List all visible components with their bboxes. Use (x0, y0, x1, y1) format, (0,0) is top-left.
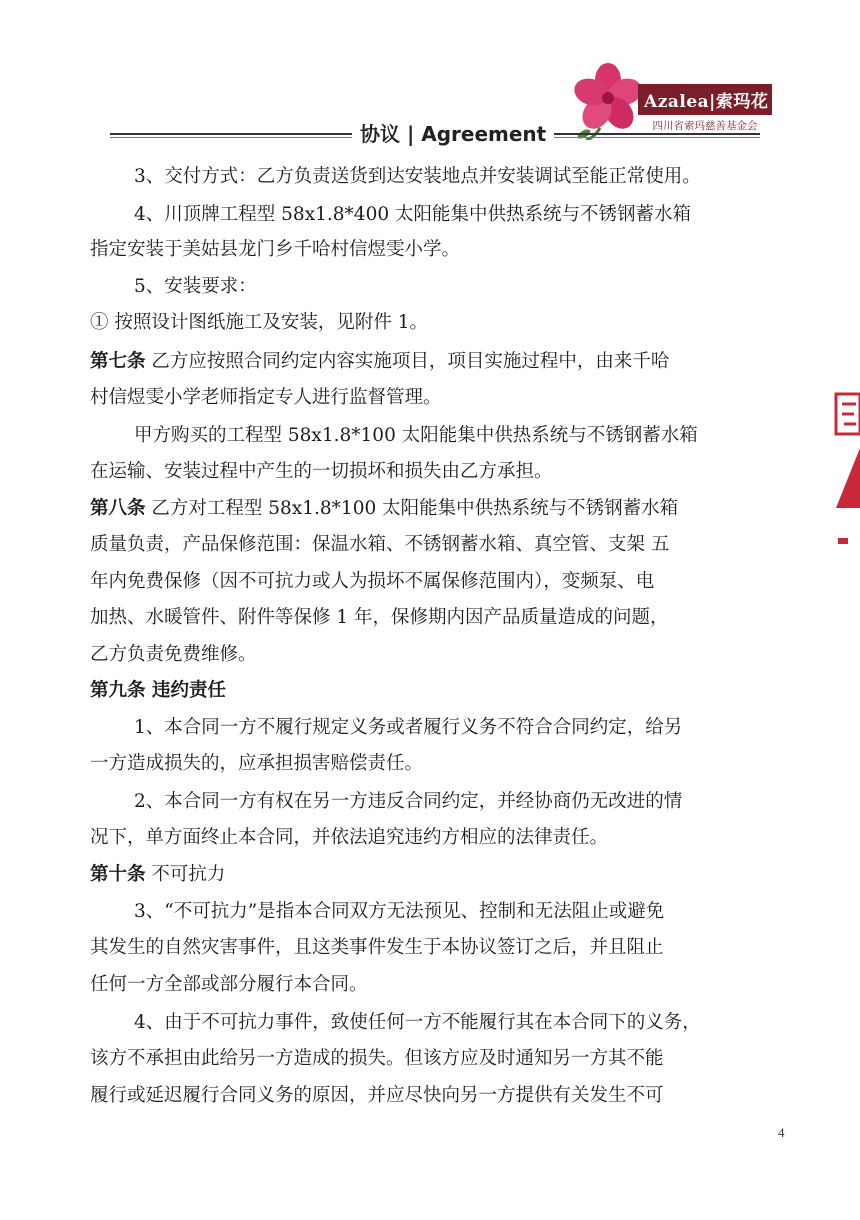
text-line: 4、由于不可抗力事件，致使任何一方不能履行其在本合同下的义务， (134, 1012, 701, 1033)
article-10-heading: 第十条 (90, 864, 146, 885)
text-line: 年内免费保修（因不可抗力或人为损坏不属保修范围内），变频泵、电 (90, 571, 655, 592)
text-line: 其发生的自然灾害事件，且这类事件发生于本协议签订之后，并且阻止 (90, 937, 664, 958)
article-8-heading: 第八条 (90, 498, 146, 519)
page-number: 4 (778, 1125, 785, 1140)
text-line: 1、本合同一方不履行规定义务或者履行义务不符合合同约定，给另 (134, 717, 683, 738)
text-line: 村信煜雯小学老师指定专人进行监督管理。 (90, 387, 442, 408)
seal-fragment-icon (832, 388, 860, 578)
logo-subtitle: 四川省索玛慈善基金会 (652, 120, 758, 132)
text-span: 乙方应按照合同约定内容实施项目，项目实施过程中，由来千哈 (151, 351, 670, 372)
text-span: 不可抗力 (151, 864, 226, 885)
text-line: 加热、水暖管件、附件等保修 1 年，保修期内因产品质量造成的问题， (90, 607, 669, 628)
text-line: ① 按照设计图纸施工及安装，见附件 1。 (90, 312, 429, 333)
text-line: 在运输、安装过程中产生的一切损坏和损失由乙方承担。 (90, 461, 553, 482)
article-9-heading: 第九条 违约责任 (90, 680, 226, 701)
article-7-heading: 第七条 (90, 351, 146, 372)
text-line: 乙方负责免费维修。 (90, 644, 257, 665)
text-line: 任何一方全部或部分履行本合同。 (90, 974, 368, 995)
article-8-line (90, 497, 678, 521)
article-10-line (90, 863, 225, 887)
text-line: 履行或延迟履行合同义务的原因，并应尽快向另一方提供有关发生不可 (90, 1085, 664, 1106)
text-line: 指定安装于美姑县龙门乡千哈村信煜雯小学。 (90, 239, 461, 260)
text-line: 3、交付方式：乙方负责送货到达安装地点并安装调试至能正常使用。 (134, 166, 701, 187)
text-line: 质量负责，产品保修范围：保温水箱、不锈钢蓄水箱、真空管、支架 五 (90, 534, 670, 555)
text-line: 况下，单方面终止本合同，并依法追究违约方相应的法律责任。 (90, 827, 609, 848)
text-line: 一方造成损失的，应承担损害赔偿责任。 (90, 753, 424, 774)
article-7-line (90, 350, 669, 374)
logo-brand-text: Azalea|索玛花 (638, 84, 772, 115)
text-line: 该方不承担由此给另一方造成的损失。但该方应及时通知另一方其不能 (90, 1048, 664, 1069)
text-line: 4、川顶牌工程型 58x1.8*400 太阳能集中供热系统与不锈钢蓄水箱 (134, 204, 691, 225)
text-span: 乙方对工程型 58x1.8*100 太阳能集中供热系统与不锈钢蓄水箱 (151, 498, 679, 519)
header-title: 协议 | Agreement (352, 118, 554, 147)
text-line: 2、本合同一方有权在另一方违反合同约定，并经协商仍无改进的情 (134, 791, 683, 812)
text-line: 甲方购买的工程型 58x1.8*100 太阳能集中供热系统与不锈钢蓄水箱 (134, 425, 698, 446)
text-line: 5、安装要求： (134, 276, 257, 297)
text-line: 3、“不可抗力”是指本合同双方无法预见、控制和无法阻止或避免 (134, 901, 665, 922)
foundation-logo (572, 62, 772, 142)
